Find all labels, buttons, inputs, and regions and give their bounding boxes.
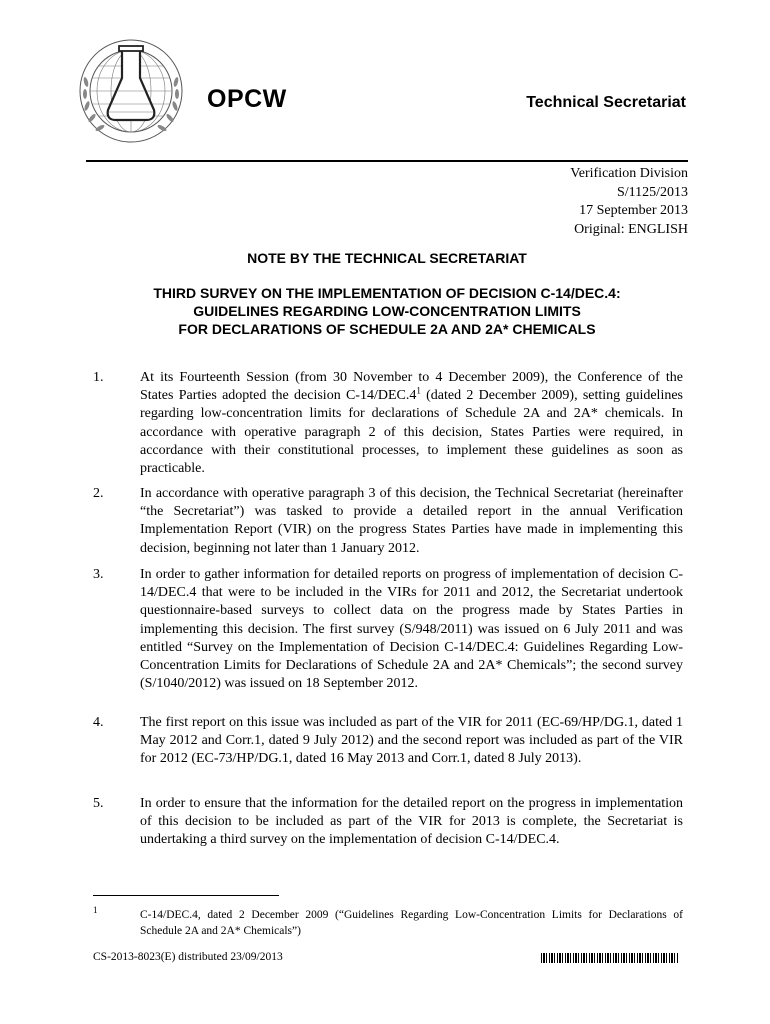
paragraph-4	[93, 714, 683, 769]
distribution-line: CS-2013-8023(E) distributed 23/09/2013	[93, 951, 283, 963]
paragraph-number: 1.	[93, 370, 104, 385]
note-heading: NOTE BY THE TECHNICAL SECRETARIAT	[247, 250, 527, 266]
title-line-3: FOR DECLARATIONS OF SCHEDULE 2A AND 2A* CHEMICALS	[178, 321, 596, 337]
paragraph-1	[93, 369, 683, 478]
paragraph-text: In order to gather information for detailed reports on progress of implementation of decision C-14/DEC.4 that were to be included in the VIRs for 2011 and 2012, the Secretariat undertook questionnaire-based surveys to collect data on the progress made by States Parties in implementing this decision. The first survey (S/948/2011) was issued on 6 July 2011 and was entitled “Survey on the Implementation of Decision C-14/DEC.4: Guidelines Regarding Low-Concentration Limits for Declarations of Schedule 2A and 2A* Chemicals”; the second survey (S/1040/2012) was issued on 18 September 2012.	[140, 567, 683, 692]
paragraph-3	[93, 566, 683, 693]
secretariat-name: Technical Secretariat	[526, 94, 686, 111]
header-rule	[86, 160, 688, 162]
paragraph-number: 4.	[93, 715, 104, 730]
document-title	[86, 284, 688, 338]
paragraph-text: The first report on this issue was included as part of the VIR for 2011 (EC-69/HP/DG.1, dated 1 May 2012 and Corr.1, dated 9 July 2012) and the second report was included as part of the VIR for 2012 (EC-73/HP/DG.1, dated 16 May 2013 and Corr.1, dated 8 July 2013).	[140, 715, 683, 767]
paragraph-5	[93, 795, 683, 850]
paragraph-number: 2.	[93, 486, 104, 501]
document-meta	[570, 165, 688, 239]
footnote	[93, 907, 683, 939]
barcode-icon	[541, 953, 679, 963]
footnote-rule	[93, 895, 279, 896]
footnote-text: C-14/DEC.4, dated 2 December 2009 (“Guidelines Regarding Low-Concentration Limits for Declarations of Schedule 2A and 2A* Chemicals”)	[140, 909, 683, 937]
paragraph-text: In order to ensure that the information for the detailed report on the progress in implementation of this decision to be included as part of the VIR for 2013 is complete, the Secretariat is undertaking a third survey on the implementation of decision C-14/DEC.4.	[140, 796, 683, 848]
division: Verification Division	[570, 166, 688, 181]
title-line-2: GUIDELINES REGARDING LOW-CONCENTRATION LIMITS	[193, 303, 581, 319]
footnote-ref[interactable]: 1	[416, 385, 421, 396]
footnote-number: 1	[93, 905, 98, 915]
paragraph-number: 3.	[93, 567, 104, 582]
original-language: Original: ENGLISH	[574, 221, 688, 237]
document-date: 17 September 2013	[579, 203, 688, 218]
paragraph-text: In accordance with operative paragraph 3 of this decision, the Technical Secretariat (hereinafter “the Secretariat”) was tasked to provide a detailed report in the annual Verification Implementation Report (VIR) on the progress States Parties have made in implementing this decision, beginning not later than 1 January 2012.	[140, 486, 683, 556]
org-name: OPCW	[207, 85, 287, 113]
document-number: S/1125/2013	[616, 184, 688, 200]
paragraph-2	[93, 485, 683, 558]
opcw-emblem-icon	[78, 38, 184, 144]
paragraph-text	[140, 369, 683, 478]
paragraph-text-a: At its Fourteenth Session (from 30 November to 4 December 2009), the Conference of the States Parties adopted the decision C-14/DEC.4	[140, 370, 683, 404]
title-line-1: THIRD SURVEY ON THE IMPLEMENTATION OF DECISION C-14/DEC.4:	[153, 285, 621, 301]
paragraph-text-b: (dated 2 December 2009), setting guidelines regarding low-concentration limits for declarations of Schedule 2A and 2A* chemicals. In accordance with operative paragraph 2 of this decision, States Parties were required, in accordance with their constitutional processes, to implement these guidelines as soon as practicable.	[140, 388, 683, 477]
paragraph-number: 5.	[93, 796, 104, 811]
